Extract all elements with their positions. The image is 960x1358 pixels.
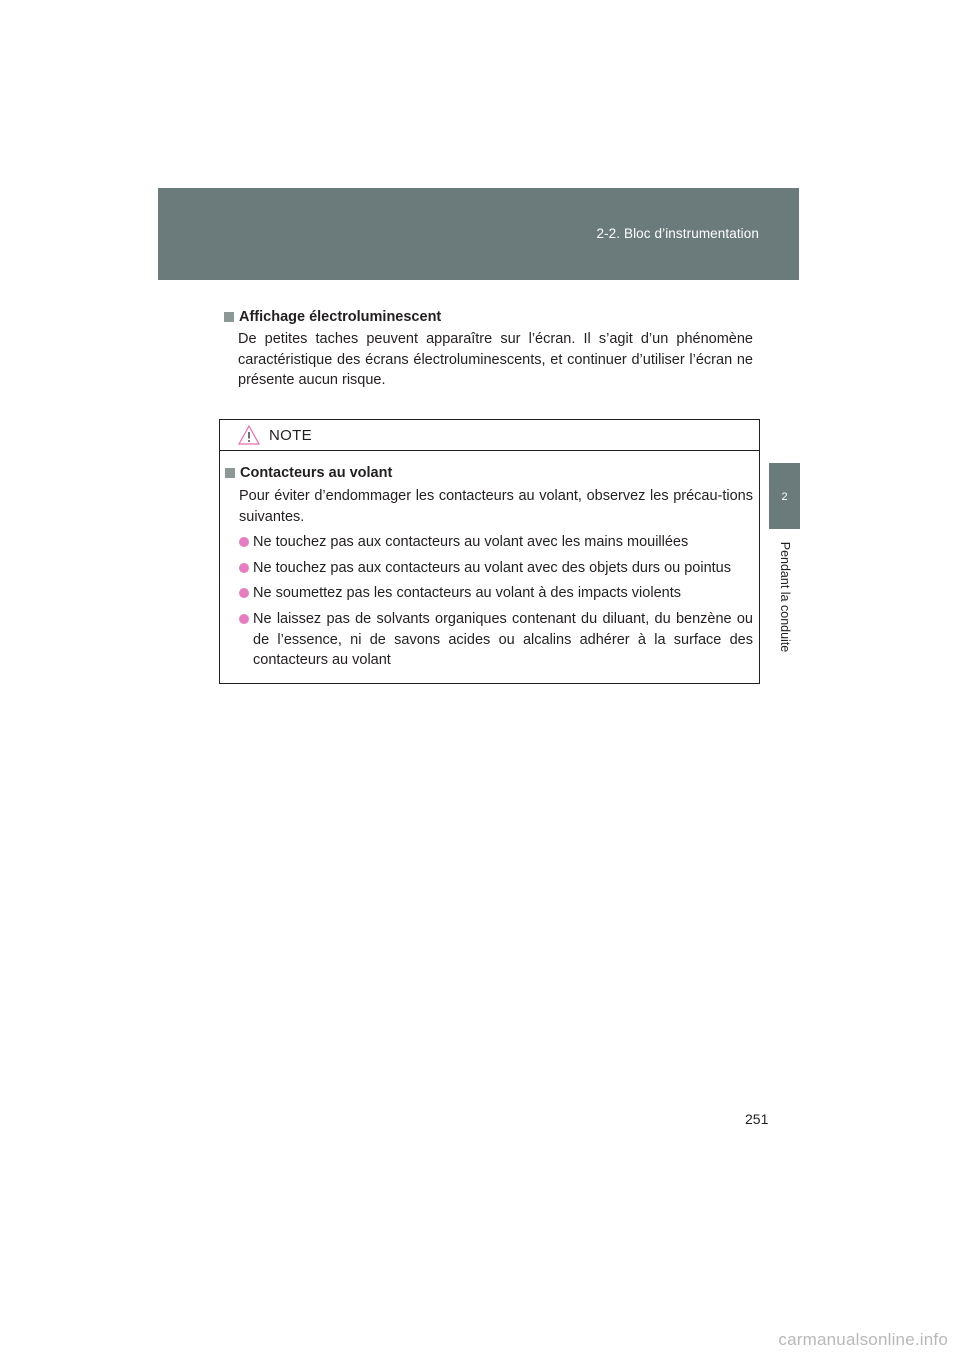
- note-box: [219, 419, 760, 684]
- list-item: [225, 609, 753, 671]
- round-bullet-icon: [239, 537, 249, 547]
- note-heading: [225, 463, 753, 483]
- chapter-number: 2: [781, 491, 788, 503]
- section-paragraph: De petites taches peuvent apparaître sur l’écran. Il s’agit d’un phénomène caractéristique des écrans électroluminescents, et continuer d’utiliser l’écran ne présente aucun risque.: [238, 331, 753, 389]
- list-item-text: Ne touchez pas aux contacteurs au volant avec des objets durs ou pointus: [253, 559, 731, 576]
- round-bullet-icon: [239, 588, 249, 598]
- list-item: [225, 583, 753, 604]
- list-item: [225, 532, 753, 553]
- chapter-label: Pendant la conduite: [778, 541, 792, 653]
- note-bullet-list: [225, 532, 753, 671]
- header-band: [158, 188, 799, 280]
- section-heading-text: Affichage électroluminescent: [239, 309, 442, 325]
- chapter-tab: [769, 463, 800, 529]
- page-number: 251: [745, 1111, 769, 1127]
- note-heading-text: Contacteurs au volant: [240, 465, 393, 481]
- note-intro: Pour éviter d’endommager les contacteurs au volant, observez les précau-tions suivantes.: [239, 488, 753, 525]
- square-bullet-icon: [224, 312, 234, 322]
- content-section: [224, 307, 753, 391]
- note-body: [220, 451, 759, 671]
- round-bullet-icon: [239, 563, 249, 573]
- list-item-text: Ne touchez pas aux contacteurs au volant avec les mains mouillées: [253, 534, 689, 551]
- note-header: [220, 420, 759, 451]
- square-bullet-icon: [225, 468, 235, 478]
- list-item-text: Ne laissez pas de solvants organiques contenant du diluant, du benzène ou de l’essence, ni de savons acides ou alcalins adhérer à la surface des contacteurs au volant: [253, 610, 753, 669]
- warning-triangle-icon: [238, 425, 260, 445]
- list-item-text: Ne soumettez pas les contacteurs au volant à des impacts violents: [253, 585, 681, 602]
- section-title: 2-2. Bloc d’instrumentation: [596, 226, 759, 241]
- watermark: carmanualsonline.info: [778, 1330, 948, 1349]
- note-title: NOTE: [269, 426, 312, 444]
- section-heading: [224, 307, 753, 327]
- list-item: [225, 558, 753, 579]
- round-bullet-icon: [239, 614, 249, 624]
